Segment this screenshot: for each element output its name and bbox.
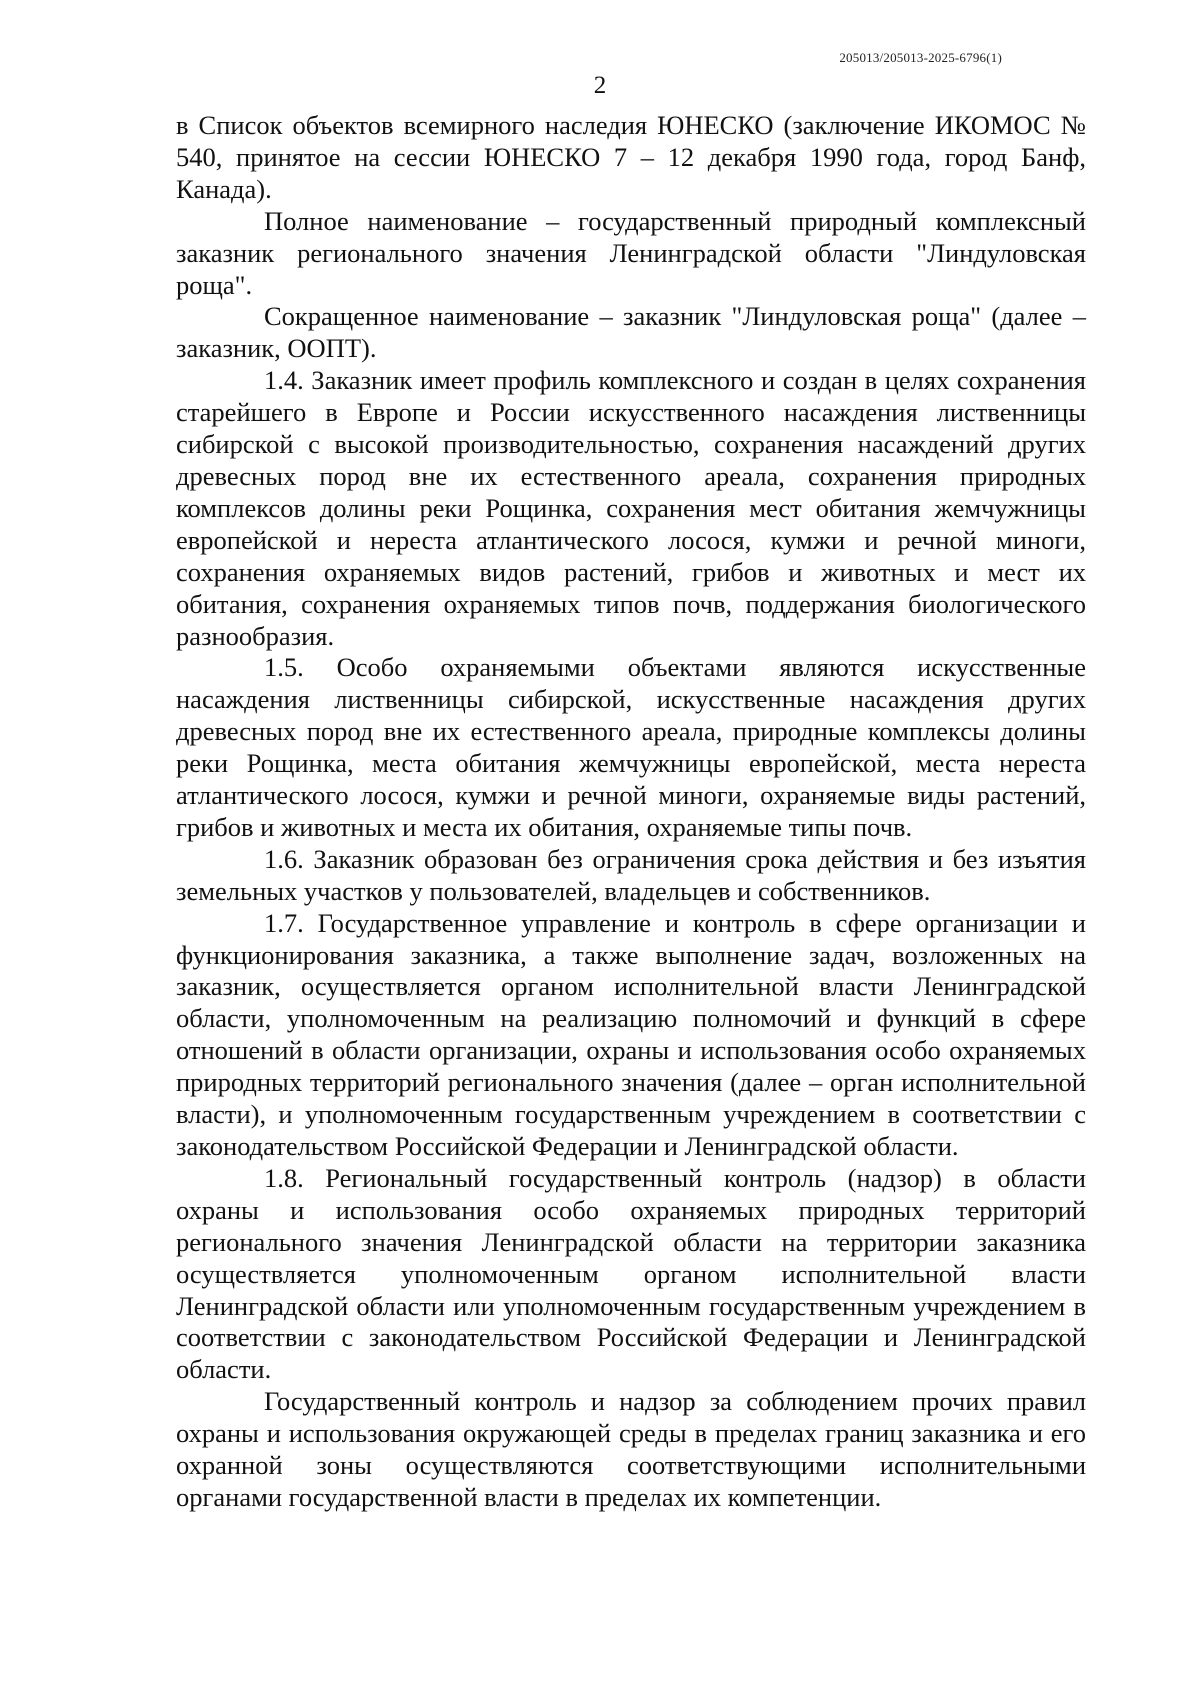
document-reference-number: 205013/205013-2025-6796(1) xyxy=(839,50,1002,65)
paragraph-1-8: 1.8. Региональный государственный контроль (надзор) в области охраны и использования особо охраняемых природных территорий регионального значения Ленинградской области на территории заказника осуществляется уполномоченным органом исполнительной власти Ленинградской области или уполномоченным государственным учреждением в соответствии с законодательством Российской Федерации и Ленинградской области. xyxy=(176,1162,1086,1385)
paragraph-short-name: Сокращенное наименование – заказник "Линдуловская роща" (далее – заказник, ООПТ). xyxy=(176,301,1086,364)
paragraph-1-6: 1.6. Заказник образован без ограничения срока действия и без изъятия земельных участков у пользователей, владельцев и собственников. xyxy=(176,843,1086,906)
paragraph-1-5: 1.5. Особо охраняемыми объектами являются искусственные насаждения лиственницы сибирской, искусственные насаждения других древесных пород вне их естественного ареала, природные комплексы долины реки Рощинка, места обитания жемчужницы европейской, места нереста атлантического лосося, кумжи и речной миноги, охраняемые виды растений, грибов и животных и места их обитания, охраняемые типы почв. xyxy=(176,652,1086,842)
paragraph-state-control: Государственный контроль и надзор за соблюдением прочих правил охраны и использования окружающей среды в пределах границ заказника и его охранной зоны осуществляются соответствующими исполнительными органами государственной власти в пределах их компетенции. xyxy=(176,1386,1086,1512)
page-number: 2 xyxy=(593,72,607,99)
paragraph-1-7: 1.7. Государственное управление и контроль в сфере организации и функционирования заказника, а также выполнение задач, возложенных на заказник, осуществляется органом исполнительной власти Ленинградской области, уполномоченным на реализацию полномочий и функций в сфере отношений в области организации, охраны и использования особо охраняемых природных территорий регионального значения (далее – орган исполнительной власти), и уполномоченным государственным учреждением в соответствии с законодательством Российской Федерации и Ленинградской области. xyxy=(176,907,1086,1161)
paragraph-unesco-list: в Список объектов всемирного наследия ЮНЕСКО (заключение ИКОМОС № 540, принятое на сессии ЮНЕСКО 7 – 12 декабря 1990 года, город Банф, Канада). xyxy=(176,110,1086,204)
document-body xyxy=(176,110,1086,1514)
paragraph-full-name: Полное наименование – государственный природный комплексный заказник регионального значения Ленинградской области "Линдуловская роща". xyxy=(176,205,1086,300)
paragraph-1-4: 1.4. Заказник имеет профиль комплексного и создан в целях сохранения старейшего в Европе и России искусственного насаждения лиственницы сибирской с высокой производительностью, сохранения насаждений других древесных пород вне их естественного ареала, сохранения природных комплексов долины реки Рощинка, сохранения мест обитания жемчужницы европейской и нереста атлантического лосося, кумжи и речной миноги, сохранения охраняемых видов растений, грибов и животных и мест их обитания, сохранения охраняемых типов почв, поддержания биологического разнообразия. xyxy=(176,365,1086,651)
